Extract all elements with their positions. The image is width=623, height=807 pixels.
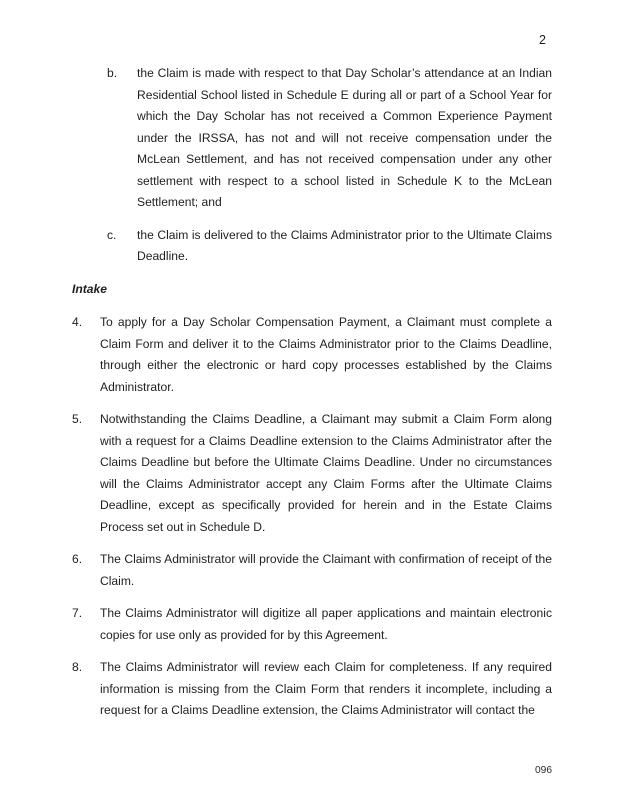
paragraph-7-marker: 7. [72, 606, 83, 620]
paragraph-4-marker: 4. [72, 315, 83, 329]
paragraph-8-text: The Claims Administrator will review each Claim for completeness. If any required information is missing from the Claim Form that renders it incomplete, including a request for a Claims Deadline extension, the Claims Administrator will contact the [100, 660, 552, 717]
clause-b-text: the Claim is made with respect to that Day Scholar’s attendance at an Indian Residential School listed in Schedule E during all or part of a School Year for which the Day Scholar has not received a Common Experience Payment under the IRSSA, has not and will not receive compensation under the McLean Settlement, and has not received compensation under any other settlement with respect to a school listed in Schedule K to the McLean Settlement; and [137, 66, 552, 209]
paragraph-5-marker: 5. [72, 412, 83, 426]
paragraph-6-text: The Claims Administrator will provide the Claimant with confirmation of receipt of the Claim. [100, 552, 552, 588]
clause-c-text: the Claim is delivered to the Claims Administrator prior to the Ultimate Claims Deadline. [137, 227, 552, 263]
paragraph-5-text: Notwithstanding the Claims Deadline, a Claimant may submit a Claim Form along with a request for a Claims Deadline extension to the Claims Administrator after the Claims Deadline but before the Ultimate Claims Deadline. Under no circumstances will the Claims Administrator accept any Claim Forms after the Ultimate Claims Deadline, except as specifically provided for herein and in the Estate Claims Process set out in Schedule D. [100, 412, 552, 534]
paragraph-6-marker: 6. [72, 552, 83, 566]
clause-c-marker: c. [107, 227, 117, 242]
section-heading-intake: Intake [72, 281, 107, 296]
paragraph-5 [72, 409, 552, 538]
clause-b-marker: b. [107, 66, 118, 80]
paragraph-4-text: To apply for a Day Scholar Compensation Payment, a Claimant must complete a Claim Form and deliver it to the Claims Administrator prior to the Claims Deadline, through either the electronic or hard copy processes established by the Claims Administrator. [100, 315, 552, 394]
paragraph-8-marker: 8. [72, 660, 83, 674]
paragraph-6 [72, 549, 552, 592]
clause-b [107, 63, 552, 214]
document-body [72, 63, 552, 733]
paragraph-7-text: The Claims Administrator will digitize all paper applications and maintain electronic copies for use only as provided for by this Agreement. [100, 606, 552, 642]
paragraph-4 [72, 312, 552, 398]
bates-number: 096 [535, 765, 552, 776]
clause-c [107, 225, 552, 268]
paragraph-8 [72, 657, 552, 722]
paragraph-7 [72, 603, 552, 646]
page-number: 2 [539, 33, 546, 47]
